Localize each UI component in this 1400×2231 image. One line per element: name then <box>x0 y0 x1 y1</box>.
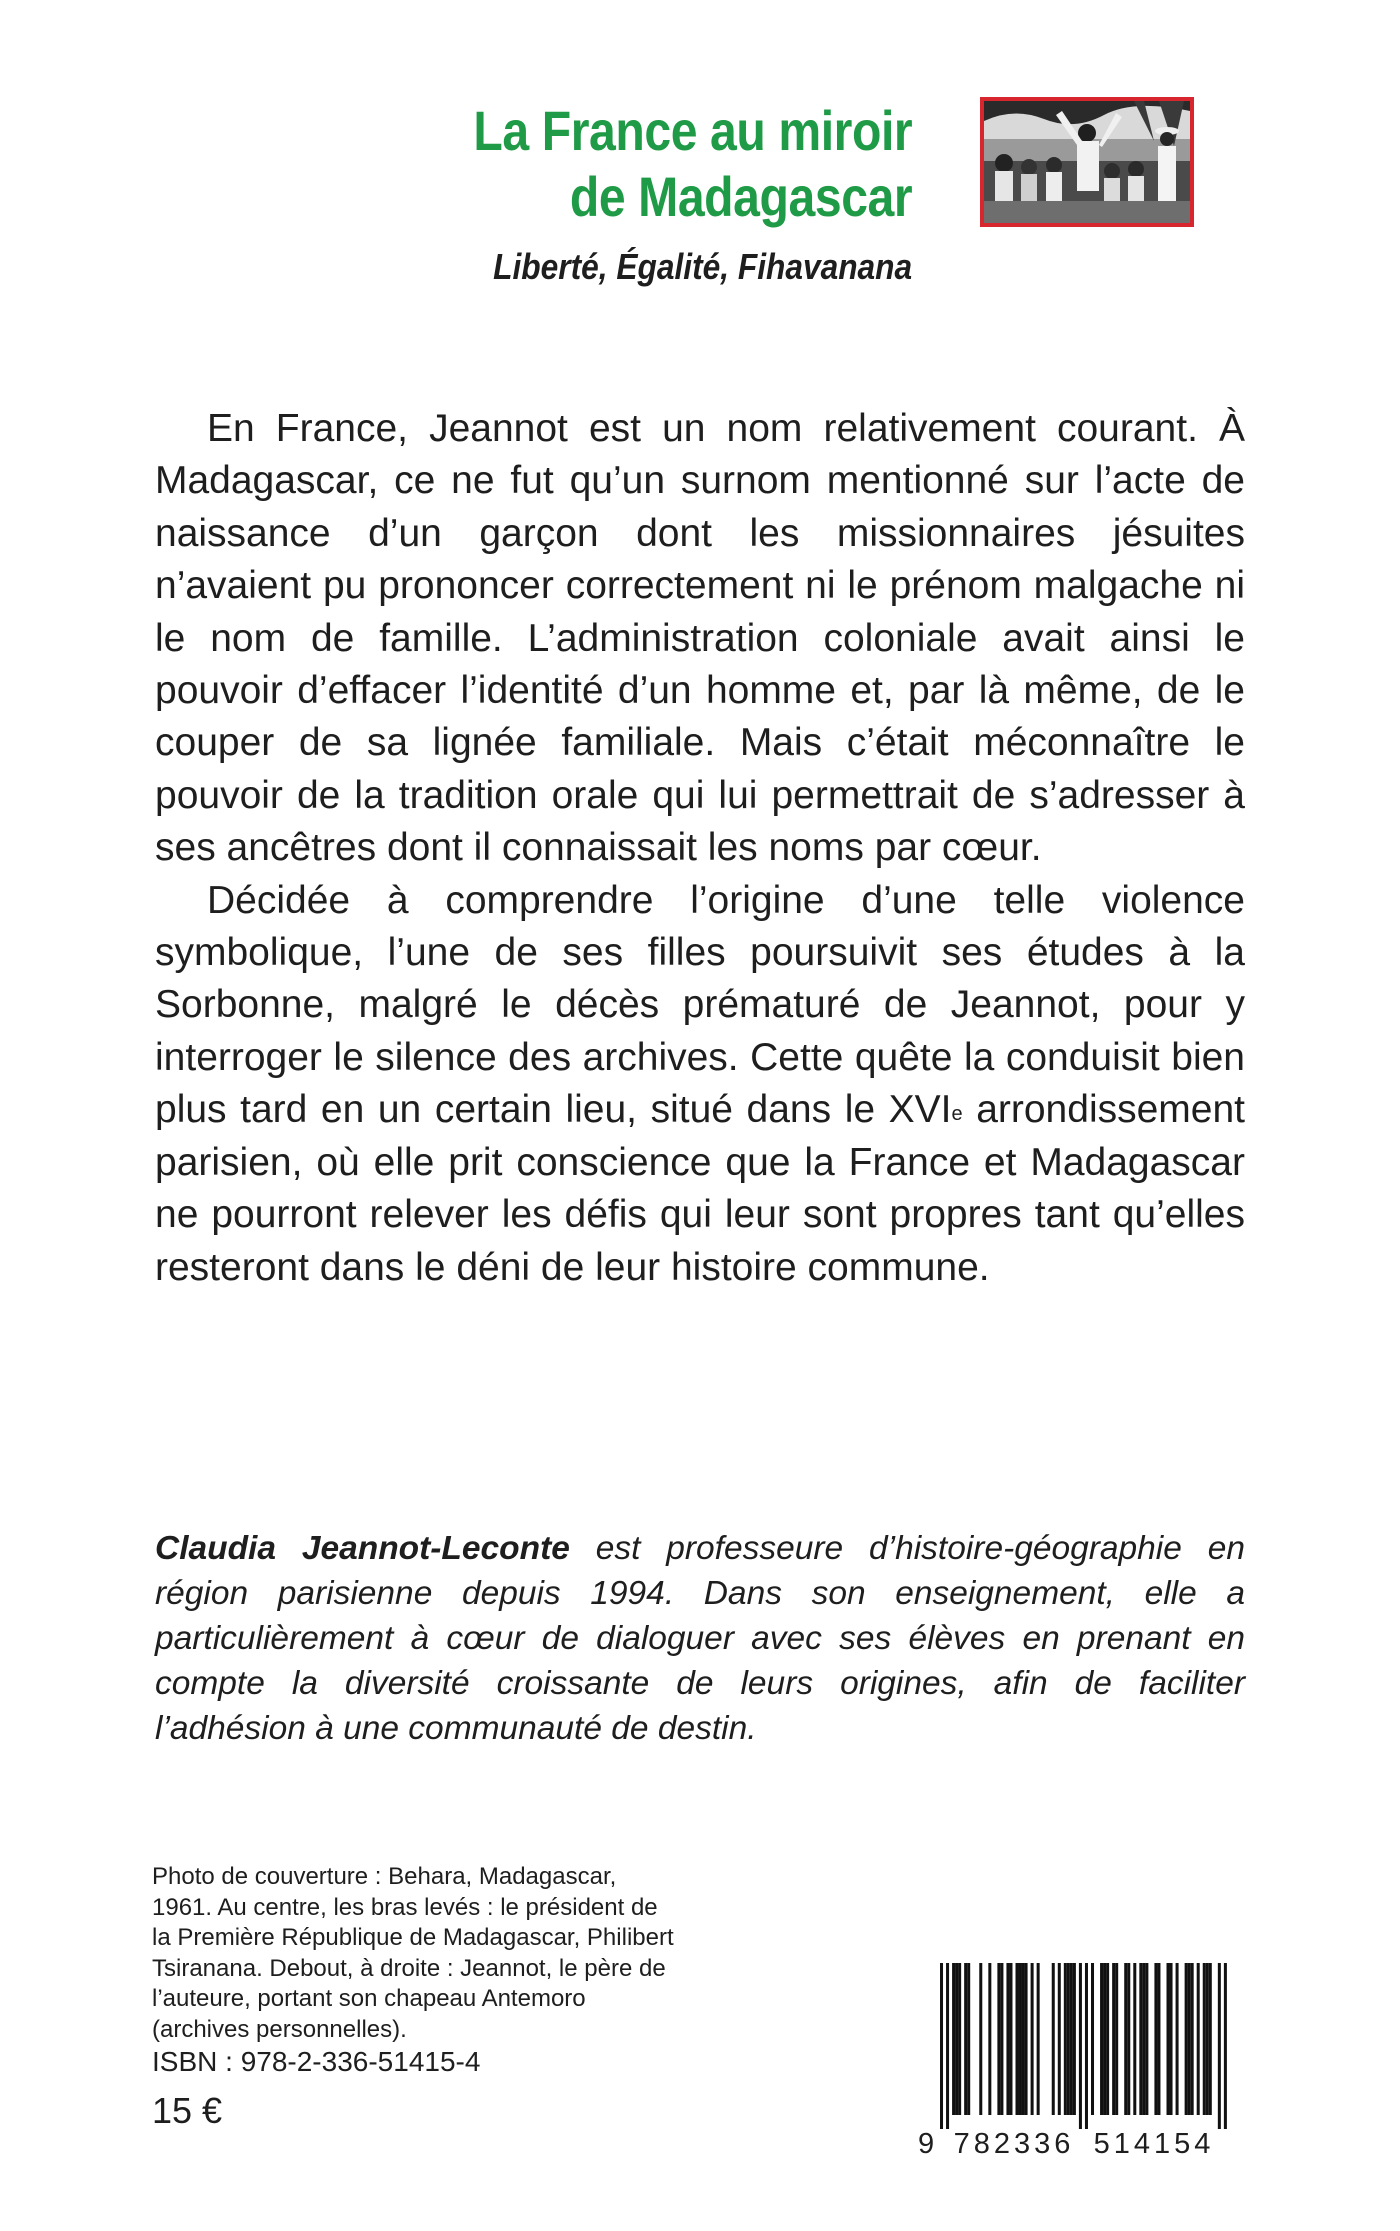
barcode-left-digits: 782336 <box>953 2128 1075 2158</box>
blurb-paragraph-2-text-a: Décidée à comprendre l’origine d’une telle violence symbolique, l’une de ses filles poursuivit ses études à la Sorbonne, malgré le décès prématuré de Jeannot, pour y interroger le silence des archives. Cette quête la conduisit bien plus tard en un certain lieu, situé dans le XVI <box>155 878 1245 1132</box>
barcode-bar <box>1006 1963 1009 2115</box>
barcode-bar <box>1070 1963 1073 2115</box>
barcode-bar <box>1016 1963 1019 2115</box>
barcode-bar <box>1133 1963 1136 2115</box>
isbn-barcode <box>918 1963 1236 2158</box>
barcode-bar <box>1100 1963 1103 2115</box>
barcode-bar <box>1197 1963 1200 2115</box>
barcode-bar <box>1124 1963 1127 2115</box>
barcode-guard-bar <box>1218 1963 1221 2129</box>
barcode-bars <box>940 1963 1227 2129</box>
author-name: Claudia Jeannot-Leconte <box>155 1530 570 1567</box>
barcode-bar <box>1073 1963 1076 2115</box>
barcode-bar <box>1188 1963 1191 2115</box>
barcode-bar <box>1167 1963 1170 2115</box>
barcode-bar <box>1139 1963 1142 2115</box>
barcode-bar <box>1206 1963 1209 2115</box>
book-subtitle: Liberté, Égalité, Fihavanana <box>492 246 912 287</box>
barcode-bar <box>997 1963 1000 2115</box>
barcode-bar <box>1025 1963 1028 2115</box>
barcode-bar <box>1019 1963 1022 2115</box>
barcode-bar <box>1052 1963 1055 2115</box>
barcode-bar <box>967 1963 970 2115</box>
barcode-bar <box>1145 1963 1148 2115</box>
barcode-bar <box>1170 1963 1173 2115</box>
barcode-bar <box>1058 1963 1061 2115</box>
barcode-bar <box>955 1963 958 2115</box>
barcode-bar <box>1022 1963 1025 2115</box>
book-title-line-2: de Madagascar <box>569 165 912 228</box>
barcode-bar <box>988 1963 991 2115</box>
barcode-bar <box>1154 1963 1157 2115</box>
barcode-bar <box>1115 1963 1118 2115</box>
barcode-guard-bar <box>1085 1963 1088 2129</box>
barcode-bar <box>964 1963 967 2115</box>
barcode-bar <box>1067 1963 1070 2115</box>
barcode-bar <box>1103 1963 1106 2115</box>
book-title <box>473 98 912 230</box>
barcode-guard-bar <box>946 1963 949 2129</box>
barcode-bar <box>1064 1963 1067 2115</box>
barcode-bar <box>1037 1963 1040 2115</box>
barcode-guard-bar <box>1079 1963 1082 2129</box>
price: 15 € <box>152 2090 223 2131</box>
blurb-paragraph-2 <box>155 875 1245 1294</box>
barcode-bar <box>958 1963 961 2115</box>
author-bio <box>155 1526 1245 1751</box>
barcode-bar <box>1157 1963 1160 2115</box>
blurb-paragraph-1: En France, Jeannot est un nom relativement courant. À Madagascar, ce ne fut qu’un surnom mentionné sur l’acte de naissance d’un garçon dont les missionnaires jésuites n’avaient pu prononcer correctement ni le prénom malgache ni le nom de famille. L’administration coloniale avait ainsi le pouvoir d’effacer l’identité d’un homme et, par là même, de le couper de sa lignée familiale. Mais c’était méconnaître le pouvoir de la tradition orale qui lui permettrait de s’adresser à ses ancêtres dont il connaissait les noms par cœur. <box>155 407 1245 870</box>
barcode-bar <box>1191 1963 1194 2115</box>
barcode-bar <box>1009 1963 1012 2115</box>
barcode-first-digit: 9 <box>918 2128 935 2158</box>
barcode-bar <box>1000 1963 1003 2115</box>
barcode-bar <box>979 1963 982 2115</box>
author-bio-text: est professeure d’histoire-géographie en région parisienne depuis 1994. Dans son enseignement, elle a particulièrement à cœur de dialoguer avec ses élèves en prenant en compte la diversité croissante de leurs origines, afin de faciliter l’adhésion à une communauté de destin. <box>155 1530 1245 1747</box>
barcode-bar <box>1106 1963 1109 2115</box>
ordinal-superscript: e <box>951 1103 963 1126</box>
crowd-photo-image <box>984 101 1190 223</box>
barcode-right-digits: 514154 <box>1093 2128 1215 2158</box>
barcode-bar <box>1112 1963 1115 2115</box>
barcode-bar <box>1176 1963 1179 2115</box>
barcode-bar <box>1142 1963 1145 2115</box>
back-cover-blurb <box>155 403 1245 1294</box>
barcode-bar <box>1185 1963 1188 2115</box>
blurb-paragraph-2-text-b: arrondissement parisien, où elle prit conscience que la France et Madagascar ne pourront relever les défis qui leur sont propres tant qu’elles resteront dans le déni de leur histoire commune. <box>155 1088 1245 1289</box>
barcode-bar <box>1091 1963 1094 2115</box>
barcode-bar <box>1127 1963 1130 2115</box>
barcode-bar <box>1203 1963 1206 2115</box>
barcode-bar <box>1209 1963 1212 2115</box>
barcode-guard-bar <box>1224 1963 1227 2129</box>
book-title-line-1: La France au miroir <box>473 99 912 162</box>
barcode-bar <box>952 1963 955 2115</box>
cover-photo-thumbnail <box>980 97 1194 227</box>
photo-credit: Photo de couverture : Behara, Madagascar, 1961. Au centre, les bras levés : le président de la Première République de Madagascar, Philibert Tsiranana. Debout, à droite : Jeannot, le père de l’auteure, portant son chapeau Antemoro (archives personnelles). <box>152 1863 674 2043</box>
barcode-bar <box>1031 1963 1034 2115</box>
barcode-guard-bar <box>940 1963 943 2129</box>
isbn: ISBN : 978-2-336-51415-4 <box>152 2046 481 2077</box>
